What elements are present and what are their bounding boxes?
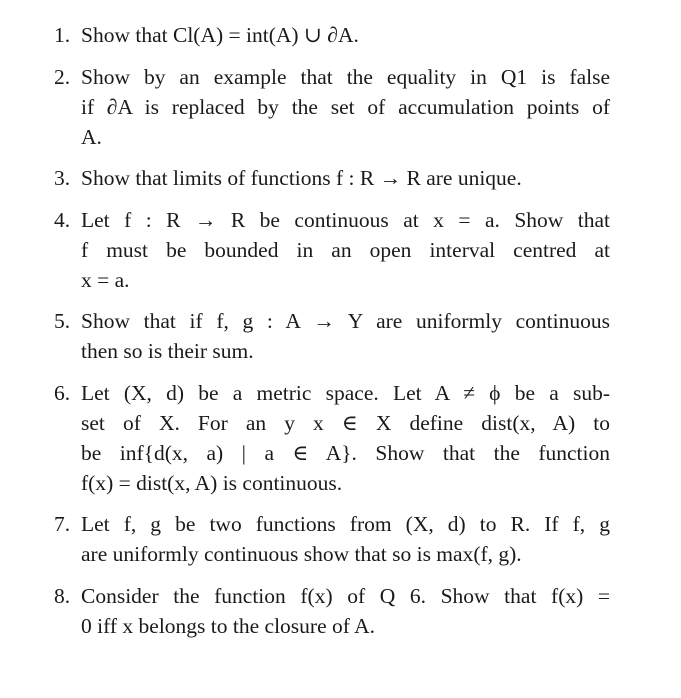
problem-text-line: if ∂A is replaced by the set of accumulation points of (81, 94, 610, 119)
problem-3 (54, 163, 610, 193)
problem-text-line: set of X. For an y x ∈ X define dist(x, A) to (81, 410, 610, 435)
problem-number: 7. (54, 512, 71, 536)
problem-text-line: Show by an example that the equality in Q1 is false (81, 64, 610, 89)
problem-text-line: Let f : R → R be continuous at x = a. Show that (81, 207, 610, 232)
problem-text-line: A. (81, 124, 102, 149)
problem-text-line: are uniformly continuous show that so is max(f, g). (81, 542, 522, 566)
problem-text-line: Show that Cl(A) = int(A) ∪ ∂A. (81, 23, 359, 47)
problem-text-line: then so is their sum. (81, 339, 254, 363)
problem-8 (54, 581, 610, 641)
problem-number: 3. (54, 166, 71, 190)
problem-5 (54, 306, 610, 366)
problem-text-line: Consider the function f(x) of Q 6. Show that f(x) = (81, 583, 610, 608)
problem-4 (54, 205, 610, 295)
problem-6 (54, 378, 610, 498)
problem-number: 2. (54, 64, 71, 89)
problem-number: 5. (54, 309, 71, 333)
problem-text-line: Show that if f, g : A → Y are uniformly continuous (81, 309, 610, 333)
problem-7 (54, 509, 610, 569)
problem-text-line: Let f, g be two functions from (X, d) to R. If f, g (81, 512, 610, 536)
problem-text-line: f must be bounded in an open interval centred at (81, 237, 610, 262)
problem-list (54, 20, 610, 652)
problem-text-line: be inf{d(x, a) | a ∈ A}. Show that the function (81, 440, 610, 465)
problem-text-line: Show that limits of functions f : R → R are unique. (81, 166, 522, 190)
problem-number: 6. (54, 380, 71, 405)
problem-number: 8. (54, 583, 71, 608)
problem-text-line: f(x) = dist(x, A) is continuous. (81, 470, 343, 495)
problem-1 (54, 20, 610, 50)
problem-number: 4. (54, 207, 71, 232)
problem-text-line: x = a. (81, 267, 130, 292)
problem-text-line: Let (X, d) be a metric space. Let A ≠ ϕ be a sub- (81, 380, 610, 405)
problem-2 (54, 62, 610, 152)
problem-number: 1. (54, 23, 71, 47)
problem-text-line: 0 iff x belongs to the closure of A. (81, 613, 375, 638)
